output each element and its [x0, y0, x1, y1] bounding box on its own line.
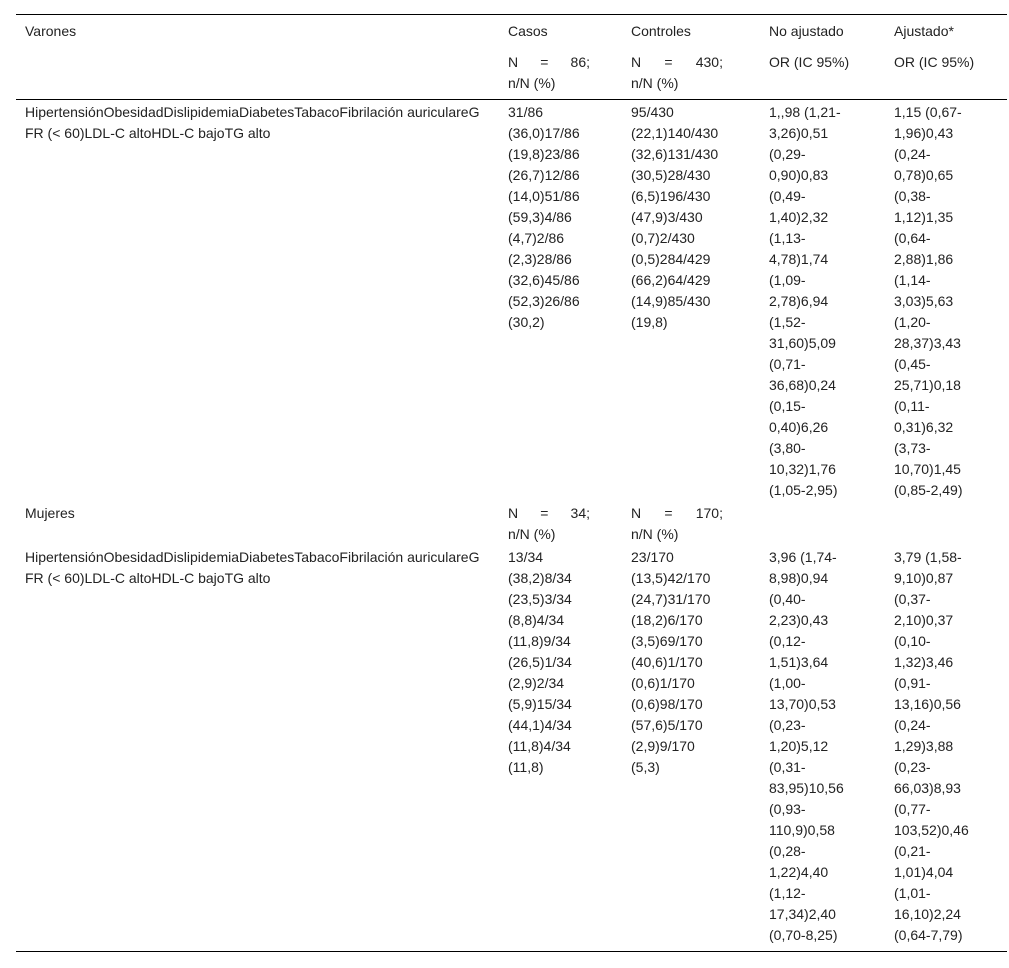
value-line: 10,70)1,45: [894, 461, 961, 477]
value-line: 13/34: [508, 549, 544, 565]
value-line: 25,71)0,18: [894, 377, 961, 393]
value-line: (14,0)51/86: [508, 188, 580, 204]
header-or-no-ajustado: OR (IC 95%): [769, 54, 850, 70]
value-line: (0,91-: [894, 675, 931, 691]
value-line: (19,8)23/86: [508, 146, 580, 162]
value-line: 0,31)6,32: [894, 419, 954, 435]
value-line: (3,5)69/170: [631, 633, 703, 649]
value-line: (1,00-: [769, 675, 806, 691]
varones-casos-column: [508, 102, 596, 333]
value-line: (3,80-: [769, 440, 806, 456]
value-line: (0,6)1/170: [631, 675, 695, 691]
value-line: 2,78)6,94: [769, 293, 829, 309]
value-line: (0,40-: [769, 591, 806, 607]
value-line: 1,22)4,40: [769, 864, 829, 880]
value-line: 23/170: [631, 549, 674, 565]
value-line: 1,,98 (1,21-: [769, 104, 841, 120]
value-line: (44,1)4/34: [508, 717, 572, 733]
value-line: (26,5)1/34: [508, 654, 572, 670]
value-line: (24,7)31/170: [631, 591, 711, 607]
value-line: (1,13-: [769, 230, 806, 246]
varones-variable-labels: HipertensiónObesidadDislipidemiaDiabetesTabacoFibrilación auricularеGFR (< 60)LDL-C altoHDL-C bajoTG alto: [25, 104, 480, 141]
value-line: (1,01-: [894, 885, 931, 901]
varones-controles-column: [631, 102, 731, 333]
value-line: (0,64-: [894, 230, 931, 246]
value-line: (0,71-: [769, 356, 806, 372]
value-line: (30,5)28/430: [631, 167, 711, 183]
header-rule: [16, 99, 1007, 100]
value-line: (8,8)4/34: [508, 612, 565, 628]
value-line: (38,2)8/34: [508, 570, 572, 586]
mujeres-controles-column: [631, 547, 731, 778]
value-line: (5,3): [631, 759, 660, 775]
value-line: (1,14-: [894, 272, 931, 288]
value-line: 9,10)0,87: [894, 570, 954, 586]
value-line: 1,01)4,04: [894, 864, 954, 880]
header-casos-n: N = 86;: [508, 54, 590, 70]
value-line: (1,05-2,95): [769, 482, 838, 498]
value-line: (0,93-: [769, 801, 806, 817]
header-varones: Varones: [25, 23, 77, 39]
value-line: (66,2)64/429: [631, 272, 711, 288]
value-line: (19,8): [631, 314, 668, 330]
value-line: 110,9)0,58: [769, 822, 835, 838]
value-line: 1,12)1,35: [894, 209, 954, 225]
value-line: (0,11-: [894, 398, 930, 414]
mujeres-controles-n: N = 170;: [631, 505, 723, 521]
value-line: (40,6)1/170: [631, 654, 703, 670]
mujeres-ajustado-column: [894, 547, 984, 946]
value-line: 16,10)2,24: [894, 906, 961, 922]
value-line: (0,24-: [894, 146, 931, 162]
value-line: (32,6)45/86: [508, 272, 580, 288]
value-line: 1,29)3,88: [894, 738, 954, 754]
value-line: (0,28-: [769, 843, 806, 859]
value-line: 3,26)0,51: [769, 125, 829, 141]
value-line: (59,3)4/86: [508, 209, 572, 225]
value-line: 0,40)6,26: [769, 419, 829, 435]
value-line: (0,15-: [769, 398, 806, 414]
value-line: 13,70)0,53: [769, 696, 836, 712]
value-line: (0,31-: [769, 759, 806, 775]
value-line: 36,68)0,24: [769, 377, 836, 393]
table-top-rule: [16, 14, 1007, 15]
value-line: (0,77-: [894, 801, 931, 817]
value-line: 1,15 (0,67-: [894, 104, 962, 120]
value-line: (14,9)85/430: [631, 293, 711, 309]
value-line: 0,78)0,65: [894, 167, 954, 183]
value-line: 1,96)0,43: [894, 125, 954, 141]
value-line: (22,1)140/430: [631, 125, 719, 141]
value-line: 1,40)2,32: [769, 209, 829, 225]
value-line: (2,9)2/34: [508, 675, 565, 691]
value-line: (47,9)3/430: [631, 209, 703, 225]
value-line: 1,32)3,46: [894, 654, 954, 670]
header-controles-sub: n/N (%): [631, 75, 679, 91]
value-line: (0,24-: [894, 717, 931, 733]
header-casos: Casos: [508, 23, 548, 39]
value-line: (0,10-: [894, 633, 931, 649]
value-line: (3,73-: [894, 440, 931, 456]
mujeres-casos-column: [508, 547, 596, 778]
mujeres-variable-labels: HipertensiónObesidadDislipidemiaDiabetesTabacoFibrilación auricularеGFR (< 60)LDL-C altoHDL-C bajoTG alto: [25, 549, 480, 586]
value-line: (0,70-8,25): [769, 927, 838, 943]
value-line: (1,12-: [769, 885, 806, 901]
header-controles: Controles: [631, 23, 691, 39]
value-line: (4,7)2/86: [508, 230, 565, 246]
mujeres-no-ajustado-column: [769, 547, 859, 946]
value-line: (0,23-: [894, 759, 931, 775]
value-line: (32,6)131/430: [631, 146, 719, 162]
value-line: (2,9)9/170: [631, 738, 695, 754]
value-line: 1,20)5,12: [769, 738, 829, 754]
value-line: (5,9)15/34: [508, 696, 572, 712]
value-line: 28,37)3,43: [894, 335, 961, 351]
value-line: 95/430: [631, 104, 674, 120]
value-line: (6,5)196/430: [631, 188, 711, 204]
value-line: (11,8): [508, 759, 544, 775]
value-line: 4,78)1,74: [769, 251, 829, 267]
value-line: 31/86: [508, 104, 544, 120]
value-line: 2,88)1,86: [894, 251, 954, 267]
value-line: 3,03)5,63: [894, 293, 954, 309]
value-line: 103,52)0,46: [894, 822, 969, 838]
value-line: (0,64-7,79): [894, 927, 963, 943]
value-line: 66,03)8,93: [894, 780, 961, 796]
value-line: (18,2)6/170: [631, 612, 703, 628]
mujeres-casos-n: N = 34;: [508, 505, 590, 521]
value-line: 83,95)10,56: [769, 780, 844, 796]
value-line: (52,3)26/86: [508, 293, 580, 309]
value-line: 2,10)0,37: [894, 612, 954, 628]
table-bottom-rule: [16, 951, 1007, 952]
value-line: (0,49-: [769, 188, 806, 204]
value-line: (0,37-: [894, 591, 931, 607]
value-line: 31,60)5,09: [769, 335, 836, 351]
mujeres-casos-sub: n/N (%): [508, 526, 556, 542]
value-line: (0,12-: [769, 633, 806, 649]
value-line: 8,98)0,94: [769, 570, 829, 586]
value-line: 2,23)0,43: [769, 612, 829, 628]
varones-no-ajustado-column: [769, 102, 859, 501]
value-line: 13,16)0,56: [894, 696, 961, 712]
mujeres-controles-sub: n/N (%): [631, 526, 679, 542]
varones-ajustado-column: [894, 102, 984, 501]
value-line: 1,51)3,64: [769, 654, 829, 670]
value-line: (23,5)3/34: [508, 591, 572, 607]
value-line: (0,6)98/170: [631, 696, 703, 712]
header-ajustado: Ajustado*: [894, 23, 954, 39]
value-line: 17,34)2,40: [769, 906, 836, 922]
value-line: (0,7)2/430: [631, 230, 695, 246]
value-line: 3,96 (1,74-: [769, 549, 837, 565]
header-casos-sub: n/N (%): [508, 75, 556, 91]
header-controles-n: N = 430;: [631, 54, 723, 70]
header-no-ajustado: No ajustado: [769, 23, 844, 39]
value-line: (0,21-: [894, 843, 931, 859]
value-line: (30,2): [508, 314, 545, 330]
value-line: (0,85-2,49): [894, 482, 963, 498]
value-line: (0,29-: [769, 146, 806, 162]
value-line: (1,20-: [894, 314, 931, 330]
value-line: (11,8)9/34: [508, 633, 571, 649]
value-line: (13,5)42/170: [631, 570, 711, 586]
value-line: 10,32)1,76: [769, 461, 836, 477]
value-line: (57,6)5/170: [631, 717, 703, 733]
value-line: (1,09-: [769, 272, 806, 288]
value-line: (0,23-: [769, 717, 806, 733]
value-line: 0,90)0,83: [769, 167, 829, 183]
value-line: 3,79 (1,58-: [894, 549, 962, 565]
value-line: (0,45-: [894, 356, 931, 372]
header-or-ajustado: OR (IC 95%): [894, 54, 975, 70]
value-line: (26,7)12/86: [508, 167, 580, 183]
value-line: (0,38-: [894, 188, 931, 204]
value-line: (11,8)4/34: [508, 738, 571, 754]
value-line: (0,5)284/429: [631, 251, 711, 267]
mujeres-title: Mujeres: [25, 505, 75, 521]
value-line: (1,52-: [769, 314, 806, 330]
value-line: (2,3)28/86: [508, 251, 572, 267]
value-line: (36,0)17/86: [508, 125, 580, 141]
